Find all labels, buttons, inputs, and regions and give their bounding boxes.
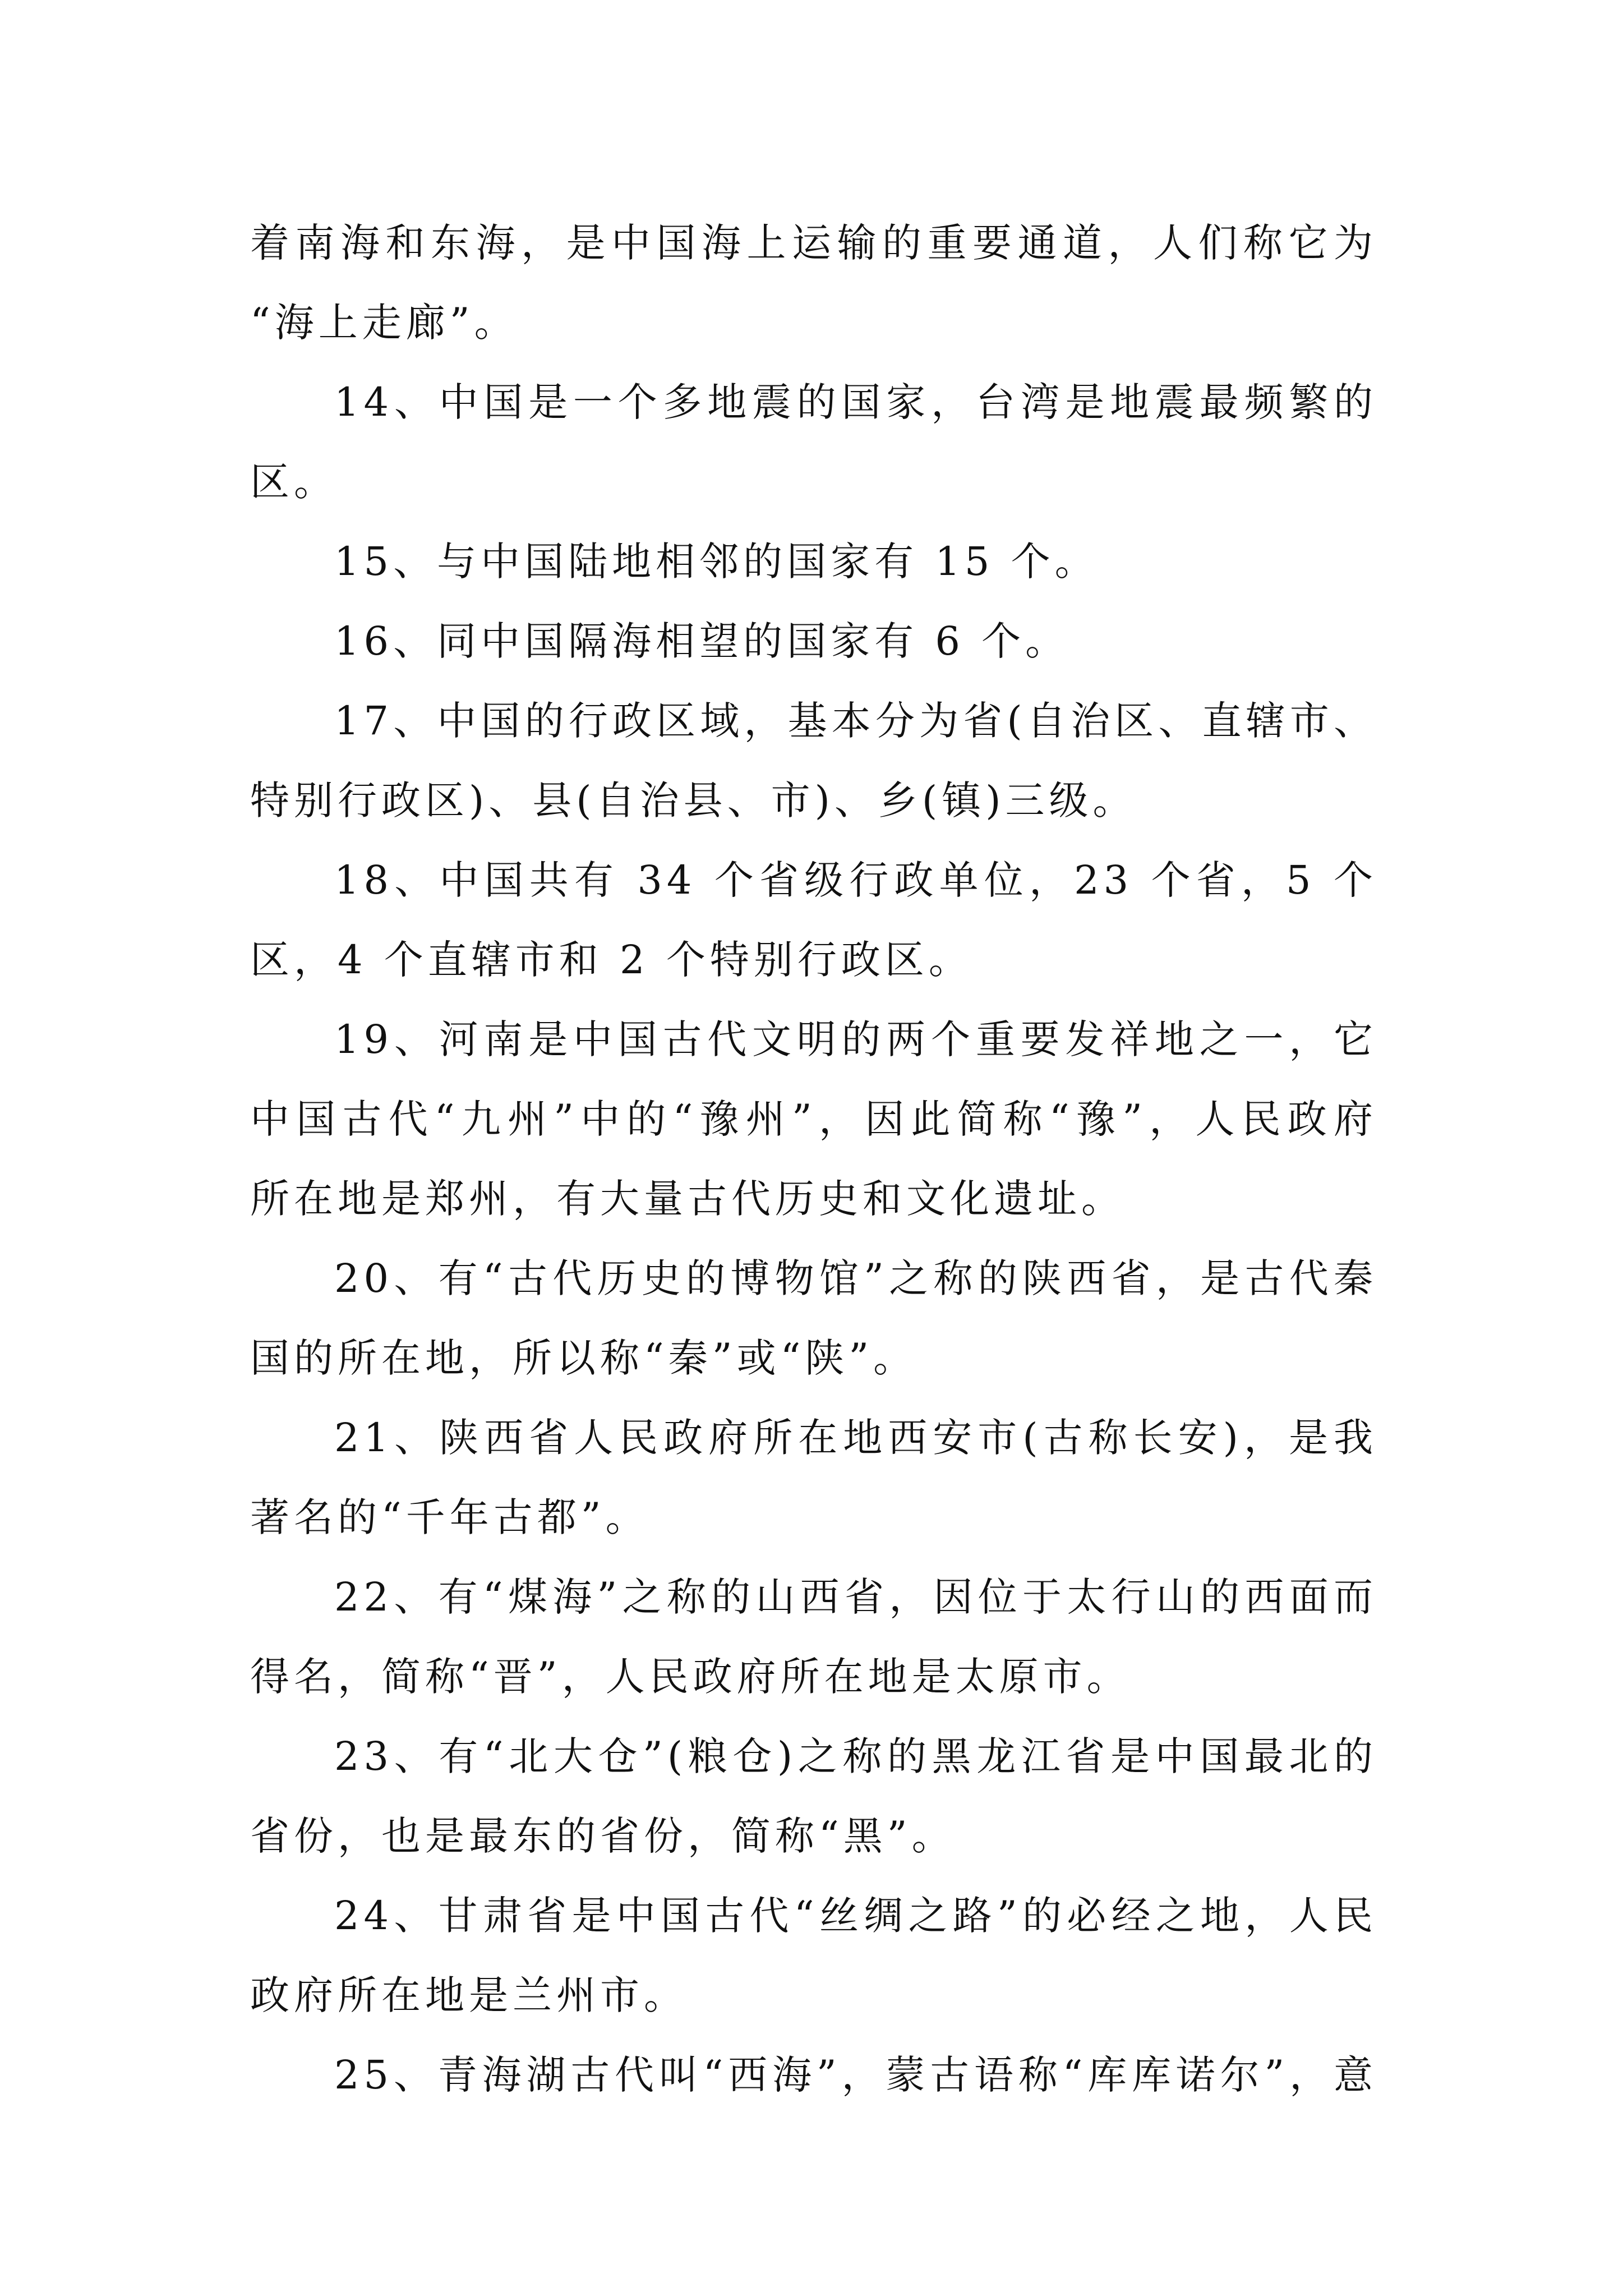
text-line: 政府所在地是兰州市。: [250, 1972, 688, 2018]
text-line: 18、中国共有 34 个省级行政单位，23 个省，5 个: [334, 857, 1377, 903]
text-line: 14、中国是一个多地震的国家，台湾是地震最频繁的: [334, 379, 1377, 425]
text-line: 23、有“北大仓”(粮仓)之称的黑龙江省是中国最北的: [334, 1733, 1377, 1779]
text-line: 所在地是郑州，有大量古代历史和文化遗址。: [250, 1176, 1125, 1222]
text-line: 中国古代“九州”中的“豫州”，因此简称“豫”，人民政府: [250, 1096, 1377, 1142]
text-line: 19、河南是中国古代文明的两个重要发祥地之一，它: [334, 1016, 1377, 1062]
text-line: 20、有“古代历史的博物馆”之称的陕西省，是古代秦: [334, 1255, 1377, 1301]
text-line: 著名的“千年古都”。: [250, 1494, 649, 1540]
text-line: 国的所在地，所以称“秦”或“陕”。: [250, 1335, 917, 1381]
text-line: 15、与中国陆地相邻的国家有 15 个。: [334, 539, 1099, 585]
text-line: 得名，简称“晋”，人民政府所在地是太原市。: [250, 1654, 1131, 1700]
text-line: 省份，也是最东的省份，简称“黑”。: [250, 1813, 956, 1859]
text-line: 区，4 个直辖市和 2 个特别行政区。: [250, 937, 972, 983]
text-line: 特别行政区)、县(自治县、市)、乡(镇)三级。: [250, 777, 1137, 823]
text-line: 22、有“煤海”之称的山西省，因位于太行山的西面而: [334, 1574, 1377, 1620]
text-line: 着南海和东海，是中国海上运输的重要通道，人们称它为: [250, 220, 1377, 266]
text-line: 21、陕西省人民政府所在地西安市(古称长安)，是我: [334, 1415, 1377, 1461]
text-line: 17、中国的行政区域，基本分为省(自治区、直辖市、: [334, 698, 1377, 744]
text-line: 24、甘肃省是中国古代“丝绸之路”的必经之地，人民: [334, 1893, 1377, 1939]
text-line: 16、同中国隔海相望的国家有 6 个。: [334, 618, 1069, 664]
text-line: 25、青海湖古代叫“西海”，蒙古语称“库库诺尔”，意: [334, 2052, 1377, 2098]
text-line: 区。: [250, 459, 338, 505]
text-line: “海上走廊”。: [250, 300, 518, 346]
